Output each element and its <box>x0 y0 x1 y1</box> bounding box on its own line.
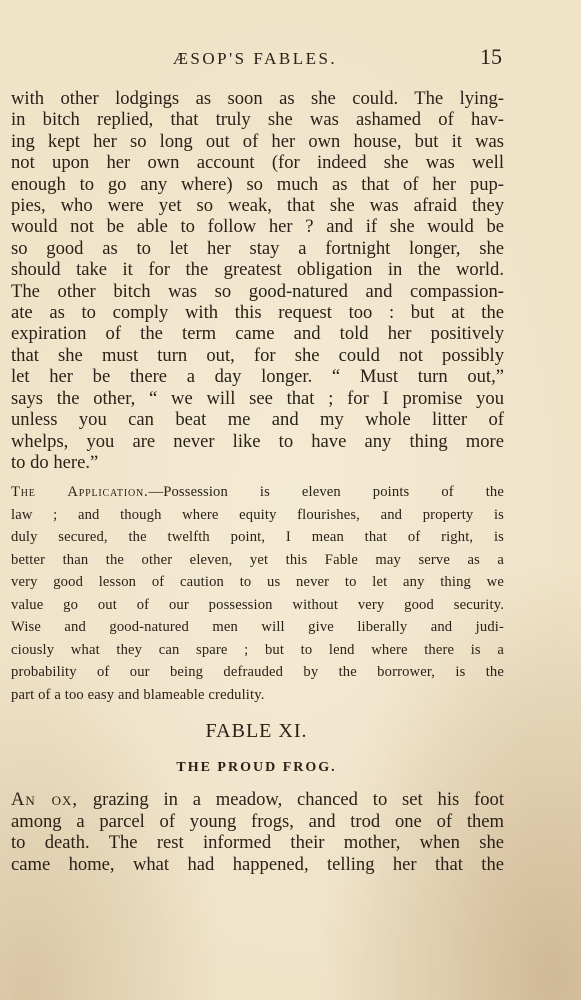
text-line: whelps, you are never like to have any thing more <box>11 430 504 452</box>
text-line: value go out of our possession without very good security. <box>11 596 504 613</box>
text-line: ciously what they can spare ; but to lend where there is a <box>11 641 504 658</box>
text-line: duly secured, the twelfth point, I mean that of right, is <box>11 529 504 545</box>
running-title: ÆSOP'S FABLES. <box>172 49 338 68</box>
page-number: 15 <box>480 44 502 69</box>
application-first-line-rest: —Possession is eleven points of the <box>148 484 504 500</box>
application-first-line <box>11 481 504 504</box>
text-line: came home, what had happened, telling her that the <box>11 853 504 875</box>
text-line: probability of our being defrauded by the borrower, is the <box>11 664 504 680</box>
fable-paragraph <box>11 789 504 875</box>
text-line: let her be there a day longer. “ Must turn out,” <box>11 366 504 388</box>
text-line: among a parcel of young frogs, and trod one of them <box>11 810 504 832</box>
text-line: law ; and though where equity flourishes, and property is <box>11 506 504 523</box>
text-line: The other bitch was so good-natured and compassion- <box>11 280 504 302</box>
text-line: ate as to comply with this request too : but at the <box>11 302 504 324</box>
application-lead: The Application. <box>11 484 149 500</box>
application-paragraph <box>11 481 504 706</box>
text-line: enough to go any where) so much as that of her pup- <box>11 173 504 195</box>
text-line: not upon her own account (for indeed she was well <box>11 152 504 174</box>
fable-first-line <box>11 789 504 811</box>
text-line: with other lodgings as soon as she could. The lying- <box>11 88 504 109</box>
fable-heading: FABLE XI. <box>205 720 308 742</box>
text-line: should take it for the greatest obligation in the world. <box>11 259 504 281</box>
text-line: ing kept her so long out of her own house, but it was <box>11 130 504 152</box>
text-line: says the other, “ we will see that ; for I promise you <box>11 387 504 409</box>
fable-first-line-rest: grazing in a meadow, chanced to set his foot <box>78 789 505 810</box>
text-line: so good as to let her stay a fortnight longer, she <box>11 237 504 259</box>
fable-subtitle: THE PROUD FROG. <box>176 760 337 775</box>
text-line: to do here.” <box>11 451 99 473</box>
text-line: to death. The rest informed their mother, when she <box>11 832 504 854</box>
text-line: pies, who were yet so weak, that she was afraid they <box>11 195 504 217</box>
text-line: unless you can beat me and my whole litter of <box>11 409 504 431</box>
text-line: better than the other eleven, yet this Fable may serve as a <box>11 551 504 568</box>
text-line: would not be able to follow her ? and if she would be <box>11 216 504 238</box>
fable-opening-word: An ox, <box>11 789 79 810</box>
text-line: very good lesson of caution to us never to let any thing we <box>11 574 504 590</box>
text-line: expiration of the term came and told her positively <box>11 323 504 345</box>
running-head <box>10 46 500 72</box>
text-line: Wise and good-natured men will give liberally and judi- <box>11 619 504 635</box>
text-line: that she must turn out, for she could not possibly <box>11 344 504 366</box>
text-line: in bitch replied, that truly she was ashamed of hav- <box>11 109 504 131</box>
text-line: part of a too easy and blameable credulity. <box>11 686 265 703</box>
main-paragraph <box>11 88 504 473</box>
